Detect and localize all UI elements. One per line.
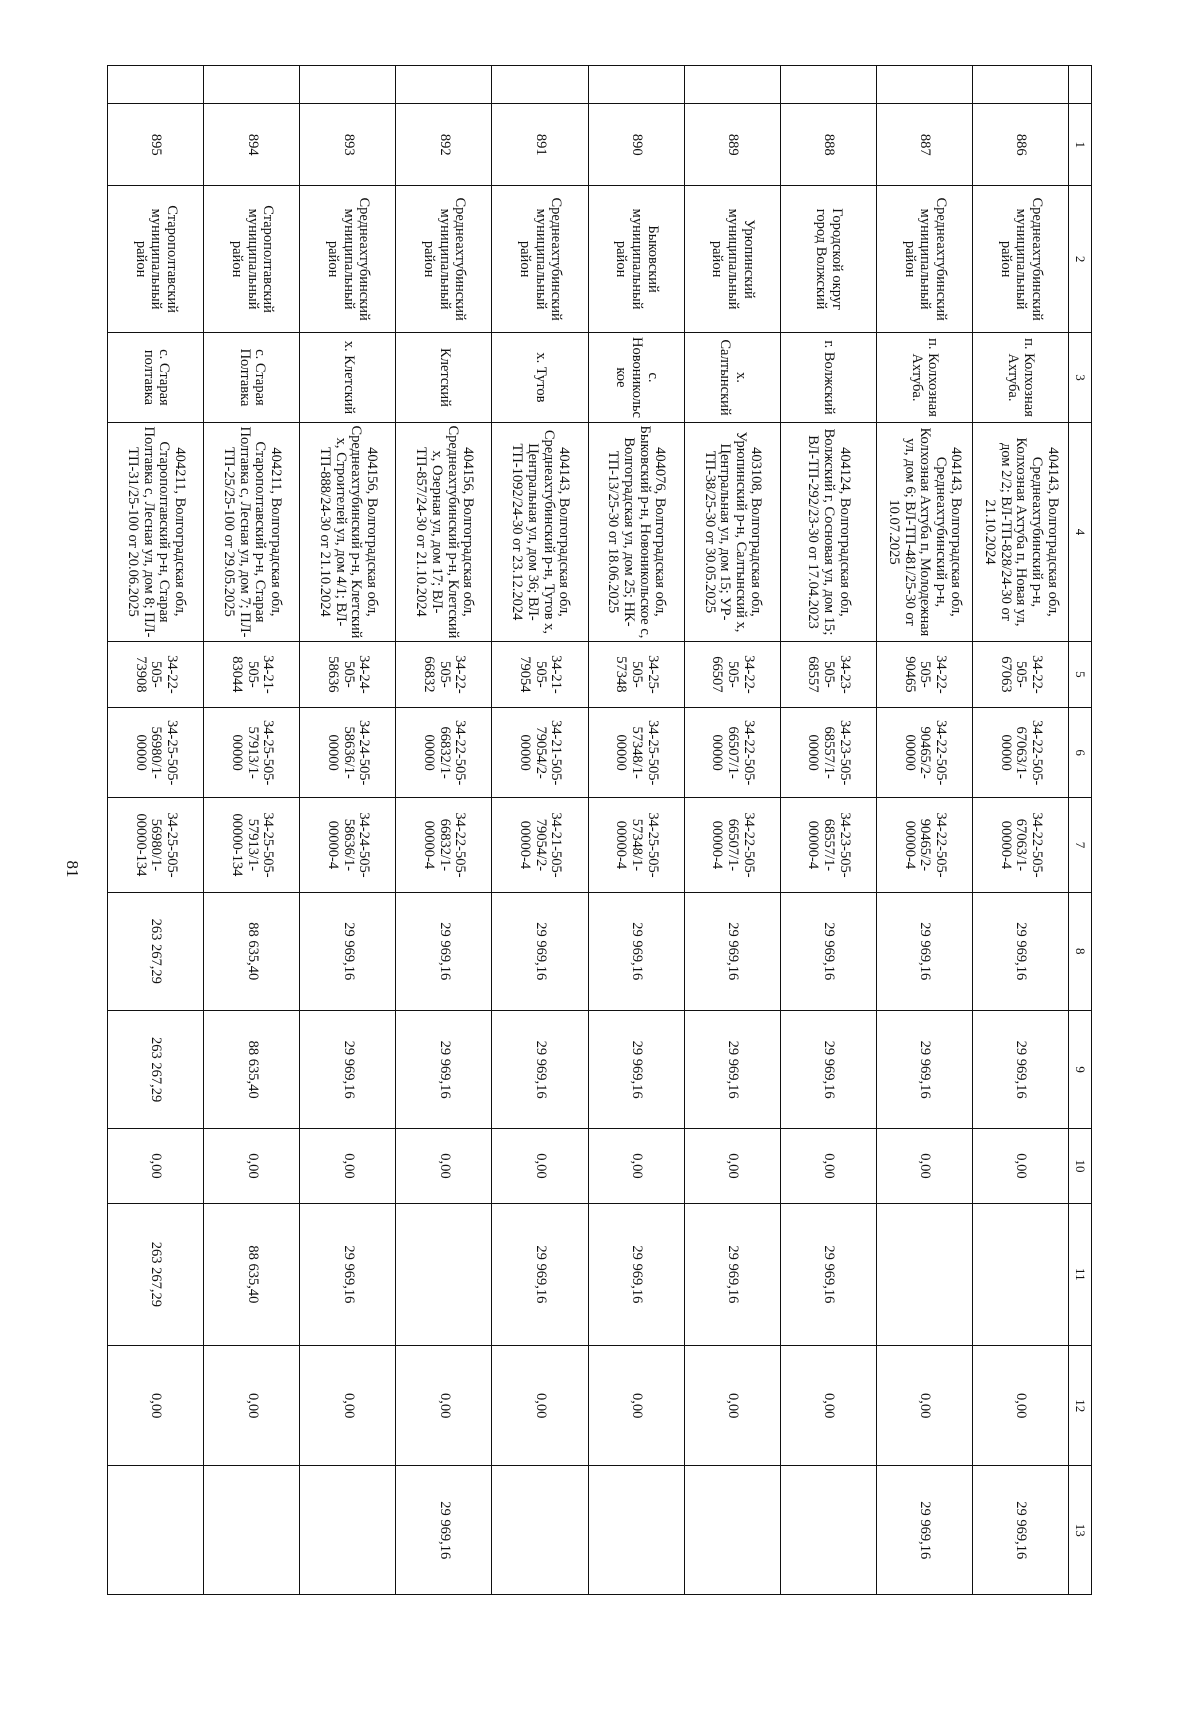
application-number-cell: 34-22-505-66832/1-00000 <box>396 708 492 798</box>
amount-cell <box>300 1466 396 1595</box>
district-cell: Среднеахтубинский муниципальный район <box>972 186 1068 332</box>
address-cell: 404076, Волгоградская обл, Быковский р-н, Новоникольское с, Волгоградская ул, дом 25; НК-ТП-13/25-30 от 18.06.2025 <box>588 423 684 642</box>
row-number: 892 <box>396 104 492 186</box>
application-number-cell: 34-22-505-66507/1-00000 <box>684 708 780 798</box>
contract-number-cell: 34-21-505-79054/2-00000-4 <box>492 798 588 892</box>
amount-cell: 29 969,16 <box>684 1010 780 1128</box>
contract-number-cell: 34-22-505-66507/1-00000-4 <box>684 798 780 892</box>
settlement-cell: п. Колхозная Ахтуба. <box>876 332 972 422</box>
address-cell: 404143, Волгоградская обл, Среднеахтубинский р-н, Колхозная Ахтуба п, Новая ул, дом 2/2; ВЛ-ТП-828/24-30 от 21.10.2024 <box>972 423 1068 642</box>
district-cell: Городской округ город Волжский <box>780 186 876 332</box>
cadastral-code-cell: 34-24-505-58636 <box>300 641 396 707</box>
amount-cell: 29 969,16 <box>396 1010 492 1128</box>
row-number: 888 <box>780 104 876 186</box>
contract-number-cell: 34-25-505-57348/1-00000-4 <box>588 798 684 892</box>
amount-cell: 0,00 <box>972 1129 1068 1203</box>
application-number-cell: 34-25-505-56980/1-00000 <box>108 708 204 798</box>
district-cell: Быковский муниципальный район <box>588 186 684 332</box>
address-cell: 404211, Волгоградская обл, Старополтавский р-н, Старая Полтавка с, Лесная ул, дом 8; ПЛ-ТП-31/25-100 от 20.06.2025 <box>108 423 204 642</box>
amount-cell <box>492 1466 588 1595</box>
amount-cell: 29 969,16 <box>396 1466 492 1595</box>
amount-cell: 29 969,16 <box>588 1010 684 1128</box>
district-cell: Урюпинский муниципальный район <box>684 186 780 332</box>
table-row <box>876 66 972 1595</box>
amount-cell: 29 969,16 <box>876 1010 972 1128</box>
amount-cell <box>108 1466 204 1595</box>
amount-cell: 29 969,16 <box>588 1203 684 1345</box>
amount-cell: 29 969,16 <box>780 1010 876 1128</box>
amount-cell: 0,00 <box>300 1129 396 1203</box>
row-spacer <box>588 66 684 104</box>
settlement-cell: г. Волжский <box>780 332 876 422</box>
row-number: 887 <box>876 104 972 186</box>
settlement-cell: с. Старая полтавка <box>108 332 204 422</box>
row-number: 886 <box>972 104 1068 186</box>
amount-cell: 88 635,40 <box>204 1010 300 1128</box>
cadastral-code-cell: 34-23-505-68557 <box>780 641 876 707</box>
column-number: 1 <box>1069 104 1092 186</box>
district-cell: Среднеахтубинский муниципальный район <box>396 186 492 332</box>
amount-cell: 29 969,16 <box>972 1010 1068 1128</box>
amount-cell <box>204 1466 300 1595</box>
row-number: 895 <box>108 104 204 186</box>
amount-cell: 0,00 <box>492 1129 588 1203</box>
address-cell: 404124, Волгоградская обл, Волжский г, Сосновая ул, дом 15; ВЛ-ТП-292/23-30 от 17.04.2023 <box>780 423 876 642</box>
amount-cell: 29 969,16 <box>780 1203 876 1345</box>
column-number: 13 <box>1069 1466 1092 1595</box>
district-cell: Среднеахтубинский муниципальный район <box>876 186 972 332</box>
row-number: 890 <box>588 104 684 186</box>
settlement-cell: Клетский <box>396 332 492 422</box>
contract-number-cell: 34-22-505-90465/2-00000-4 <box>876 798 972 892</box>
row-spacer <box>396 66 492 104</box>
amount-cell: 0,00 <box>972 1346 1068 1466</box>
amount-cell: 29 969,16 <box>300 892 396 1010</box>
amount-cell: 0,00 <box>588 1129 684 1203</box>
amount-cell: 0,00 <box>588 1346 684 1466</box>
amount-cell: 0,00 <box>396 1346 492 1466</box>
amount-cell: 0,00 <box>108 1129 204 1203</box>
rotated-table-container <box>107 65 1092 1595</box>
row-number: 894 <box>204 104 300 186</box>
amount-cell: 0,00 <box>780 1346 876 1466</box>
table-row <box>588 66 684 1595</box>
amount-cell <box>396 1203 492 1345</box>
amount-cell: 263 267,29 <box>108 892 204 1010</box>
application-number-cell: 34-25-505-57348/1-00000 <box>588 708 684 798</box>
amount-cell: 88 635,40 <box>204 1203 300 1345</box>
district-cell: Среднеахтубинский муниципальный район <box>492 186 588 332</box>
table-body <box>108 66 1069 1595</box>
amount-cell: 0,00 <box>684 1346 780 1466</box>
application-number-cell: 34-22-505-67063/1-00000 <box>972 708 1068 798</box>
contract-number-cell: 34-25-505-56980/1-00000-134 <box>108 798 204 892</box>
column-number: 4 <box>1069 423 1092 642</box>
amount-cell: 29 969,16 <box>588 892 684 1010</box>
row-number: 891 <box>492 104 588 186</box>
district-cell: Старополтавский муниципальный район <box>204 186 300 332</box>
amount-cell: 0,00 <box>780 1129 876 1203</box>
table-row <box>684 66 780 1595</box>
amount-cell: 263 267,29 <box>108 1010 204 1128</box>
contract-number-cell: 34-25-505-57913/1-00000-134 <box>204 798 300 892</box>
settlement-cell: х. Салтынский <box>684 332 780 422</box>
row-spacer <box>492 66 588 104</box>
row-spacer <box>684 66 780 104</box>
cadastral-code-cell: 34-22-505-66507 <box>684 641 780 707</box>
amount-cell <box>684 1466 780 1595</box>
amount-cell: 29 969,16 <box>492 1010 588 1128</box>
column-number: 6 <box>1069 708 1092 798</box>
application-number-cell: 34-23-505-68557/1-00000 <box>780 708 876 798</box>
table-row <box>108 66 204 1595</box>
column-number: 2 <box>1069 186 1092 332</box>
table-row <box>396 66 492 1595</box>
amount-cell: 29 969,16 <box>300 1010 396 1128</box>
amount-cell: 0,00 <box>204 1129 300 1203</box>
contract-number-cell: 34-22-505-67063/1-00000-4 <box>972 798 1068 892</box>
address-cell: 404211, Волгоградская обл, Старополтавский р-н, Старая Полтавка с, Лесная ул, дом 7; ПЛ-ТП-25/25-100 от 29.05.2025 <box>204 423 300 642</box>
settlement-cell: х. Тутов <box>492 332 588 422</box>
address-cell: 404143, Волгоградская обл, Среднеахтубинский р-н, Колхозная Ахтуба п, Молодежная ул, дом 6; ВЛ-ТП-481/25-30 от 10.07.2025 <box>876 423 972 642</box>
amount-cell: 0,00 <box>300 1346 396 1466</box>
cadastral-code-cell: 34-22-505-66832 <box>396 641 492 707</box>
amount-cell <box>972 1203 1068 1345</box>
amount-cell: 0,00 <box>396 1129 492 1203</box>
amount-cell: 29 969,16 <box>396 892 492 1010</box>
address-cell: 404156, Волгоградская обл, Среднеахтубинский р-н, Клетский х, Озерная ул, дом 17; ВЛ-ТП-857/24-30 от 21.10.2024 <box>396 423 492 642</box>
contract-number-cell: 34-22-505-66832/1-00000-4 <box>396 798 492 892</box>
amount-cell: 263 267,29 <box>108 1203 204 1345</box>
amount-cell: 29 969,16 <box>684 1203 780 1345</box>
amount-cell: 29 969,16 <box>492 1203 588 1345</box>
amount-cell: 88 635,40 <box>204 892 300 1010</box>
amount-cell: 0,00 <box>204 1346 300 1466</box>
amount-cell <box>588 1466 684 1595</box>
amount-cell: 0,00 <box>492 1346 588 1466</box>
amount-cell: 29 969,16 <box>876 1466 972 1595</box>
column-number: 5 <box>1069 641 1092 707</box>
address-cell: 403108, Волгоградская обл, Урюпинский р-н, Салтынский х, Центральная ул, дом 15; УР-ТП-38/25-30 от 30.05.2025 <box>684 423 780 642</box>
settlement-cell: х. Клетский <box>300 332 396 422</box>
cadastral-code-cell: 34-21-505-79054 <box>492 641 588 707</box>
table-row <box>972 66 1068 1595</box>
table-row <box>204 66 300 1595</box>
contract-number-cell: 34-24-505-58636/1-00000-4 <box>300 798 396 892</box>
column-number: 3 <box>1069 332 1092 422</box>
amount-cell: 0,00 <box>108 1346 204 1466</box>
cadastral-code-cell: 34-21-505-83044 <box>204 641 300 707</box>
cadastral-code-cell: 34-25-505-57348 <box>588 641 684 707</box>
amount-cell: 29 969,16 <box>972 892 1068 1010</box>
amount-cell: 29 969,16 <box>780 892 876 1010</box>
amount-cell <box>876 1203 972 1345</box>
amount-cell: 0,00 <box>684 1129 780 1203</box>
row-number: 893 <box>300 104 396 186</box>
row-number: 889 <box>684 104 780 186</box>
application-number-cell: 34-24-505-58636/1-00000 <box>300 708 396 798</box>
column-number: 10 <box>1069 1129 1092 1203</box>
table-row <box>300 66 396 1595</box>
amount-cell: 29 969,16 <box>300 1203 396 1345</box>
cadastral-code-cell: 34-22-505-67063 <box>972 641 1068 707</box>
application-number-cell: 34-21-505-79054/2-00000 <box>492 708 588 798</box>
amount-cell: 0,00 <box>876 1129 972 1203</box>
settlement-cell: с. Новоникольское <box>588 332 684 422</box>
address-cell: 404156, Волгоградская обл, Среднеахтубинский р-н, Клетский х, Строителей ул, дом 4/1; ВЛ-ТП-888/24-30 от 21.10.2024 <box>300 423 396 642</box>
table-row <box>780 66 876 1595</box>
row-spacer <box>972 66 1068 104</box>
column-number-row <box>1069 66 1092 1595</box>
data-table <box>107 65 1092 1595</box>
header-spacer <box>1069 66 1092 104</box>
column-number: 12 <box>1069 1346 1092 1466</box>
row-spacer <box>204 66 300 104</box>
cadastral-code-cell: 34-22-505-90465 <box>876 641 972 707</box>
page-number: 81 <box>63 860 82 878</box>
amount-cell: 29 969,16 <box>684 892 780 1010</box>
row-spacer <box>108 66 204 104</box>
application-number-cell: 34-22-505-90465/2-00000 <box>876 708 972 798</box>
amount-cell: 0,00 <box>876 1346 972 1466</box>
amount-cell: 29 969,16 <box>972 1466 1068 1595</box>
cadastral-code-cell: 34-22-505-73908 <box>108 641 204 707</box>
district-cell: Среднеахтубинский муниципальный район <box>300 186 396 332</box>
column-number: 7 <box>1069 798 1092 892</box>
amount-cell <box>780 1466 876 1595</box>
district-cell: Старополтавский муниципальный район <box>108 186 204 332</box>
column-number: 11 <box>1069 1203 1092 1345</box>
settlement-cell: с. Старая Полтавка <box>204 332 300 422</box>
amount-cell: 29 969,16 <box>492 892 588 1010</box>
settlement-cell: п. Колхозная Ахтуба. <box>972 332 1068 422</box>
contract-number-cell: 34-23-505-68557/1-00000-4 <box>780 798 876 892</box>
row-spacer <box>780 66 876 104</box>
column-number: 9 <box>1069 1010 1092 1128</box>
row-spacer <box>300 66 396 104</box>
row-spacer <box>876 66 972 104</box>
table-row <box>492 66 588 1595</box>
amount-cell: 29 969,16 <box>876 892 972 1010</box>
address-cell: 404143, Волгоградская обл, Среднеахтубинский р-н, Тутов х, Центральная ул, дом 36; ВЛ-ТП-1092/24-30 от 23.12.2024 <box>492 423 588 642</box>
column-number: 8 <box>1069 892 1092 1010</box>
application-number-cell: 34-25-505-57913/1-00000 <box>204 708 300 798</box>
